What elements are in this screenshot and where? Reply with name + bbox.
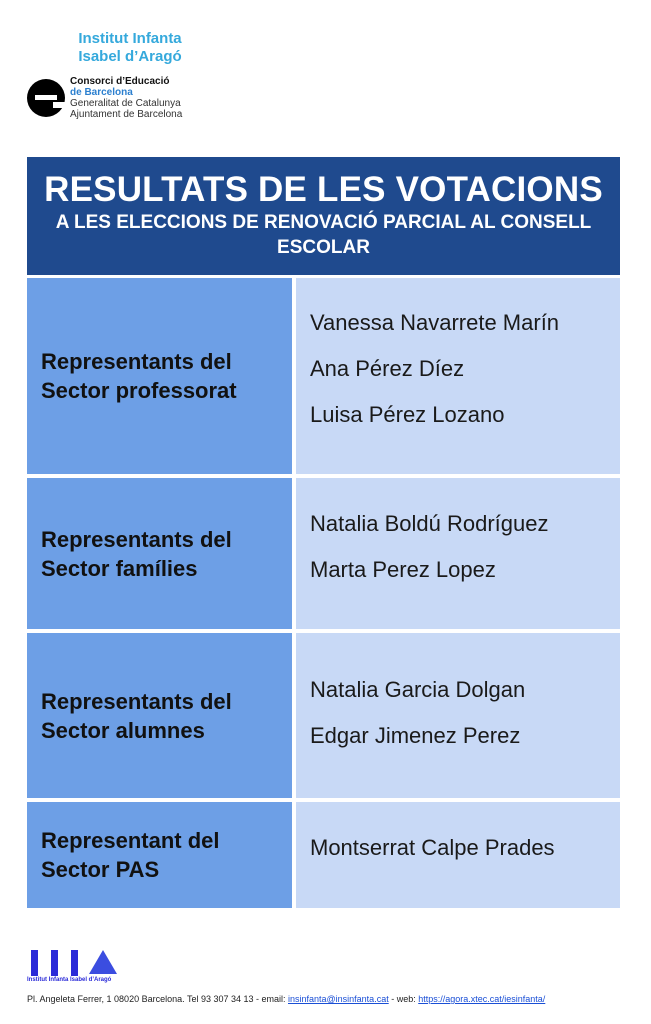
sector-label-line1: Representants del <box>41 349 232 374</box>
result-row-pas <box>27 802 620 908</box>
elected-name: Natalia Garcia Dolgan <box>310 677 526 702</box>
names-cell <box>296 478 620 629</box>
sector-cell <box>27 478 292 629</box>
elected-name: Luisa Pérez Lozano <box>310 402 505 427</box>
consorci-line3: Generalitat de Catalunya <box>70 98 181 109</box>
results-header <box>27 157 620 275</box>
logo-bar-icon <box>51 950 58 976</box>
elected-name: Marta Perez Lopez <box>310 557 496 582</box>
e-logo-icon <box>26 78 66 118</box>
elected-name: Ana Pérez Díez <box>310 356 465 381</box>
sector-label-line1: Representants del <box>41 526 232 552</box>
sector-cell <box>27 802 292 908</box>
consorci-logo-block <box>26 76 226 126</box>
result-row-professorat <box>27 278 620 474</box>
sector-label-line2: Sector alumnes <box>41 717 205 743</box>
sector-cell <box>27 278 292 474</box>
elected-name: Edgar Jimenez Perez <box>310 723 521 748</box>
footer-contact <box>27 994 545 1004</box>
footer-school-logo <box>27 946 127 986</box>
consorci-line1: Consorci d’Educació <box>70 76 170 87</box>
page-subtitle: A LES ELECCIONS DE RENOVACIÓ PARCIAL AL CONSELL ESCOLAR <box>55 212 592 258</box>
school-name-line2: Isabel d’Aragó <box>78 48 182 65</box>
logo-triangle-icon <box>89 950 117 974</box>
footer-address: Pl. Angeleta Ferrer, 1 08020 Barcelona. Tel 93 307 34 13 - email: <box>27 994 288 1004</box>
logo-bar-icon <box>31 950 38 976</box>
result-row-alumnes <box>27 633 620 798</box>
names-cell <box>296 802 620 908</box>
sector-label-line2: Sector PAS <box>41 857 160 882</box>
logo-bar-icon <box>71 950 78 976</box>
consorci-line2: de Barcelona <box>70 87 133 98</box>
sector-label-line2: Sector professorat <box>41 378 237 403</box>
footer-web-link[interactable]: https://agora.xtec.cat/iesinfanta/ <box>418 994 546 1004</box>
elected-name: Natalia Boldú Rodríguez <box>310 511 549 536</box>
result-row-families <box>27 478 620 629</box>
footer-email-link[interactable]: insinfanta@insinfanta.cat <box>288 994 389 1004</box>
sector-label-line2: Sector famílies <box>41 555 198 581</box>
elected-name: Montserrat Calpe Prades <box>310 835 555 860</box>
sector-label-line1: Representant del <box>41 828 220 853</box>
page-title: RESULTATS DE LES VOTACIONS <box>44 170 603 209</box>
consorci-line4: Ajuntament de Barcelona <box>70 109 183 120</box>
sector-cell <box>27 633 292 798</box>
names-cell <box>296 278 620 474</box>
footer-web-label: - web: <box>388 994 419 1004</box>
names-cell <box>296 633 620 798</box>
school-name-line1: Institut Infanta <box>78 30 182 47</box>
elected-name: Vanessa Navarrete Marín <box>310 310 560 335</box>
school-name <box>72 30 188 66</box>
sector-label-line1: Representants del <box>41 688 232 714</box>
logo-caption: Institut Infanta Isabel d’Aragó <box>27 977 112 983</box>
